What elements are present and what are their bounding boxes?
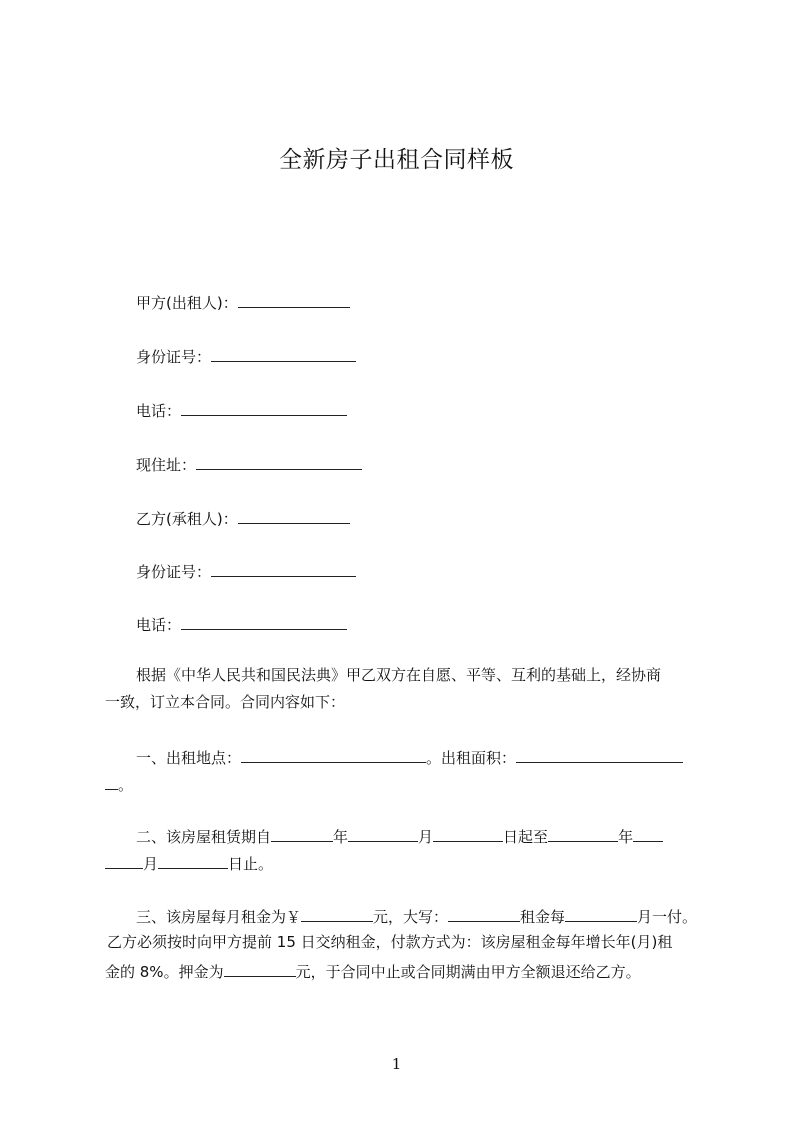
party-a-blank[interactable] — [238, 291, 350, 308]
party-b-id-blank[interactable] — [211, 560, 356, 577]
clause-1-area-label: 。出租面积： — [426, 749, 517, 767]
start-day-label: 日起至 — [503, 828, 549, 846]
area-blank[interactable] — [516, 746, 683, 763]
party-b-label: 乙方(承租人)： — [136, 510, 238, 528]
clause-3-line-3 — [105, 960, 641, 982]
area-blank-continued[interactable] — [105, 773, 118, 790]
end-day-blank[interactable] — [158, 852, 228, 869]
start-day-blank[interactable] — [433, 825, 503, 842]
party-a-id-blank[interactable] — [211, 345, 356, 362]
end-month-blank[interactable] — [633, 825, 663, 842]
start-year-blank[interactable] — [271, 825, 333, 842]
clause-1-end: 。 — [118, 776, 134, 794]
clause-1-prefix: 一、出租地点： — [136, 749, 242, 767]
location-blank[interactable] — [241, 746, 426, 763]
party-a-phone-label: 电话： — [136, 402, 182, 420]
payment-cycle-blank[interactable] — [565, 905, 637, 922]
party-a-id-line — [136, 345, 356, 367]
start-month-blank[interactable] — [348, 825, 418, 842]
start-year-label: 年 — [333, 828, 349, 846]
page-number: 1 — [391, 1055, 402, 1073]
document-title: 全新房子出租合同样板 — [279, 147, 514, 173]
party-b-line — [136, 507, 350, 529]
end-year-blank[interactable] — [548, 825, 618, 842]
intro-line-2: 一致，订立本合同。合同内容如下： — [105, 693, 346, 711]
end-month-label: 月 — [143, 855, 159, 873]
party-b-id-line — [136, 560, 356, 582]
deposit-label: 金的 8%。押金为 — [105, 963, 224, 981]
end-year-label: 年 — [618, 828, 634, 846]
party-a-address-blank[interactable] — [196, 453, 362, 470]
party-b-blank[interactable] — [238, 507, 350, 524]
party-a-phone-blank[interactable] — [181, 399, 347, 416]
party-a-line — [136, 291, 350, 313]
clause-2-line-2 — [105, 852, 273, 874]
party-a-phone-line — [136, 399, 347, 421]
clause-2-prefix: 二、该房屋租赁期自 — [136, 828, 272, 846]
deposit-blank[interactable] — [224, 960, 296, 977]
rent-capital-blank[interactable] — [448, 905, 520, 922]
party-b-phone-blank[interactable] — [181, 613, 347, 630]
clause-3-line-1 — [136, 905, 697, 927]
party-a-address-line — [136, 453, 362, 475]
clause-3-line-2: 乙方必须按时向甲方提前 15 日交纳租金，付款方式为：该房屋租金每年增长年(月)租 — [107, 933, 673, 951]
party-a-id-label: 身份证号： — [136, 348, 212, 366]
intro-line-1: 根据《中华人民共和国民法典》甲乙双方在自愿、平等、互利的基础上，经协商 — [136, 666, 662, 684]
clause-1-line-1 — [136, 746, 683, 768]
end-month-blank-continued[interactable] — [105, 852, 143, 869]
party-b-phone-label: 电话： — [136, 616, 182, 634]
payment-cycle-label: 租金每 — [520, 908, 566, 926]
deposit-refund-text: 元，于合同中止或合同期满由甲方全额退还给乙方。 — [295, 963, 641, 981]
clause-3-prefix: 三、该房屋每月租金为￥ — [136, 908, 302, 926]
party-b-phone-line — [136, 613, 347, 635]
end-day-label: 日止。 — [228, 855, 274, 873]
party-a-label: 甲方(出租人)： — [136, 294, 238, 312]
clause-1-line-2 — [105, 773, 133, 795]
party-b-id-label: 身份证号： — [136, 563, 212, 581]
payment-once-label: 月一付。 — [637, 908, 698, 926]
rent-capital-label: 元，大写： — [373, 908, 449, 926]
clause-2-line-1 — [136, 825, 663, 847]
monthly-rent-blank[interactable] — [301, 905, 373, 922]
start-month-label: 月 — [418, 828, 434, 846]
party-a-address-label: 现住址： — [136, 456, 197, 474]
